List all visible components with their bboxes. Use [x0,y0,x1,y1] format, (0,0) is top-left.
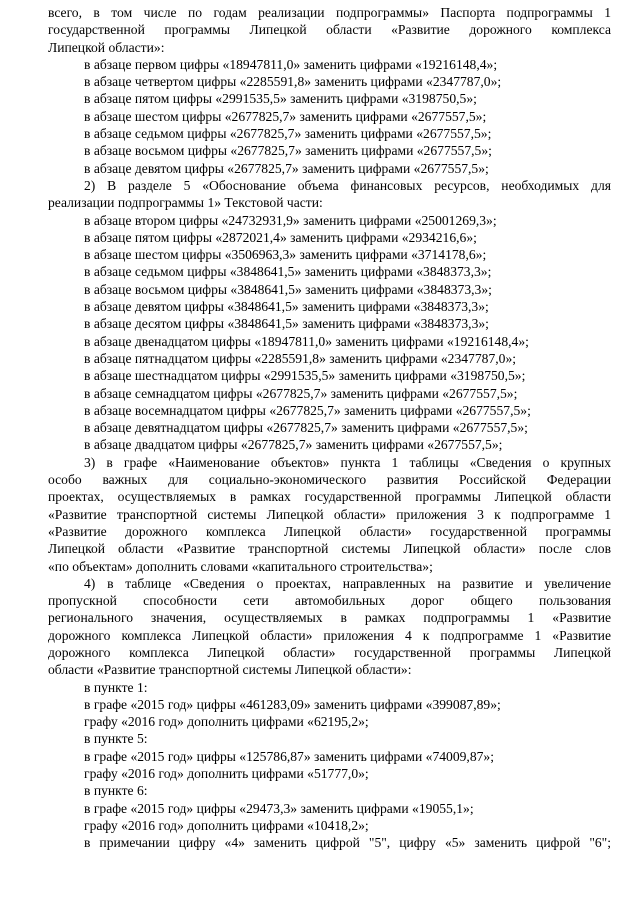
text-line: «Развитие транспортной системы Липецкой области» приложения 3 к подпрограмме 1 [48,506,611,522]
text-line: в абзаце двенадцатом цифры «18947811,0» заменить цифрами «19216148,4»; [84,333,529,349]
text-line: в примечании цифру «4» заменить цифрой "5", цифру «5» заменить цифрой "6"; [84,835,611,851]
text-line: графу «2016 год» дополнить цифрами «62195,2»; [84,714,369,730]
text-line: в абзаце пятом цифры «2872021,4» заменить цифрами «2934216,6»; [84,229,477,245]
text-line: в абзаце шестом цифры «2677825,7» заменить цифрами «2677557,5»; [84,108,487,124]
text-line: в графе «2015 год» цифры «125786,87» заменить цифрами «74009,87»; [84,748,494,764]
text-line: «Развитие дорожного комплекса Липецкой области» государственной программы [48,523,611,539]
text-line: «по объектам» дополнить словами «капитального строительства»; [48,558,433,574]
text-line: в пункте 6: [84,783,148,799]
text-line: графу «2016 год» дополнить цифрами «10418,2»; [84,817,369,833]
text-line: дорожного комплекса Липецкой области» государственной программы Липецкой [48,644,611,660]
text-line: государственной программы Липецкой области «Развитие дорожного комплекса [48,22,611,38]
text-line: всего, в том числе по годам реализации подпрограммы» Паспорта подпрограммы 1 [48,5,611,20]
text-line: в абзаце девятнадцатом цифры «2677825,7» заменить цифрами «2677557,5»; [84,420,528,436]
text-line: 3) в графе «Наименование объектов» пункта 1 таблицы «Сведения о крупных [84,454,611,470]
text-line: в пункте 5: [84,731,148,747]
text-line: в абзаце восемнадцатом цифры «2677825,7» заменить цифрами «2677557,5»; [84,402,531,418]
text-line: в абзаце шестнадцатом цифры «2991535,5» заменить цифрами «3198750,5»; [84,368,526,384]
text-line: области «Развитие транспортной системы Липецкой области»: [48,662,412,678]
text-line: в абзаце двадцатом цифры «2677825,7» заменить цифрами «2677557,5»; [84,437,503,453]
text-line: Липецкой области»: [48,39,165,55]
text-line: 4) в таблице «Сведения о проектах, направленных на развитие и увеличение [84,575,611,591]
text-line: в графе «2015 год» цифры «29473,3» заменить цифрами «19055,1»; [84,800,474,816]
text-line: в графе «2015 год» цифры «461283,09» заменить цифрами «399087,89»; [84,696,501,712]
text-line: в абзаце пятнадцатом цифры «2285591,8» заменить цифрами «2347787,0»; [84,350,517,366]
text-line: пропускной способности сети автомобильных дорог общего пользования [48,593,611,609]
text-line: в абзаце девятом цифры «2677825,7» заменить цифрами «2677557,5»; [84,160,489,176]
text-line: Липецкой области «Развитие транспортной системы Липецкой области» после слов [48,541,611,557]
text-line: в абзаце седьмом цифры «3848641,5» заменить цифрами «3848373,3»; [84,264,492,280]
text-line: 2) В разделе 5 «Обоснование объема финансовых ресурсов, необходимых для [84,177,611,193]
text-line: в абзаце семнадцатом цифры «2677825,7» заменить цифрами «2677557,5»; [84,385,518,401]
text-line: в абзаце пятом цифры «2991535,5» заменить цифрами «3198750,5»; [84,91,477,107]
text-line: реализации подпрограммы 1» Текстовой части: [48,195,323,211]
text-line: в абзаце восьмом цифры «2677825,7» заменить цифрами «2677557,5»; [84,143,492,159]
text-line: графу «2016 год» дополнить цифрами «51777,0»; [84,766,369,782]
text-line: регионального значения, осуществляемых в рамках подпрограммы 1 «Развитие [48,610,611,626]
text-line: в абзаце шестом цифры «3506963,3» заменить цифрами «3714178,6»; [84,247,487,263]
text-line: в абзаце девятом цифры «3848641,5» заменить цифрами «3848373,3»; [84,299,489,315]
text-line: в абзаце четвертом цифры «2285591,8» заменить цифрами «2347787,0»; [84,74,502,90]
text-line: дорожного комплекса Липецкой области» приложения 4 к подпрограмме 1 «Развитие [48,627,611,643]
text-line: проектах, осуществляемых в рамках государственной программы Липецкой области [48,489,611,505]
text-line: в абзаце восьмом цифры «3848641,5» заменить цифрами «3848373,3»; [84,281,492,297]
text-line: в абзаце первом цифры «18947811,0» заменить цифрами «19216148,4»; [84,56,498,72]
text-line: особо важных для социально-экономического развития Российской Федерации [48,472,611,488]
text-line: в абзаце седьмом цифры «2677825,7» заменить цифрами «2677557,5»; [84,126,492,142]
text-line: в пункте 1: [84,679,148,695]
text-line: в абзаце втором цифры «24732931,9» заменить цифрами «25001269,3»; [84,212,497,228]
text-line: в абзаце десятом цифры «3848641,5» заменить цифрами «3848373,3»; [84,316,489,332]
